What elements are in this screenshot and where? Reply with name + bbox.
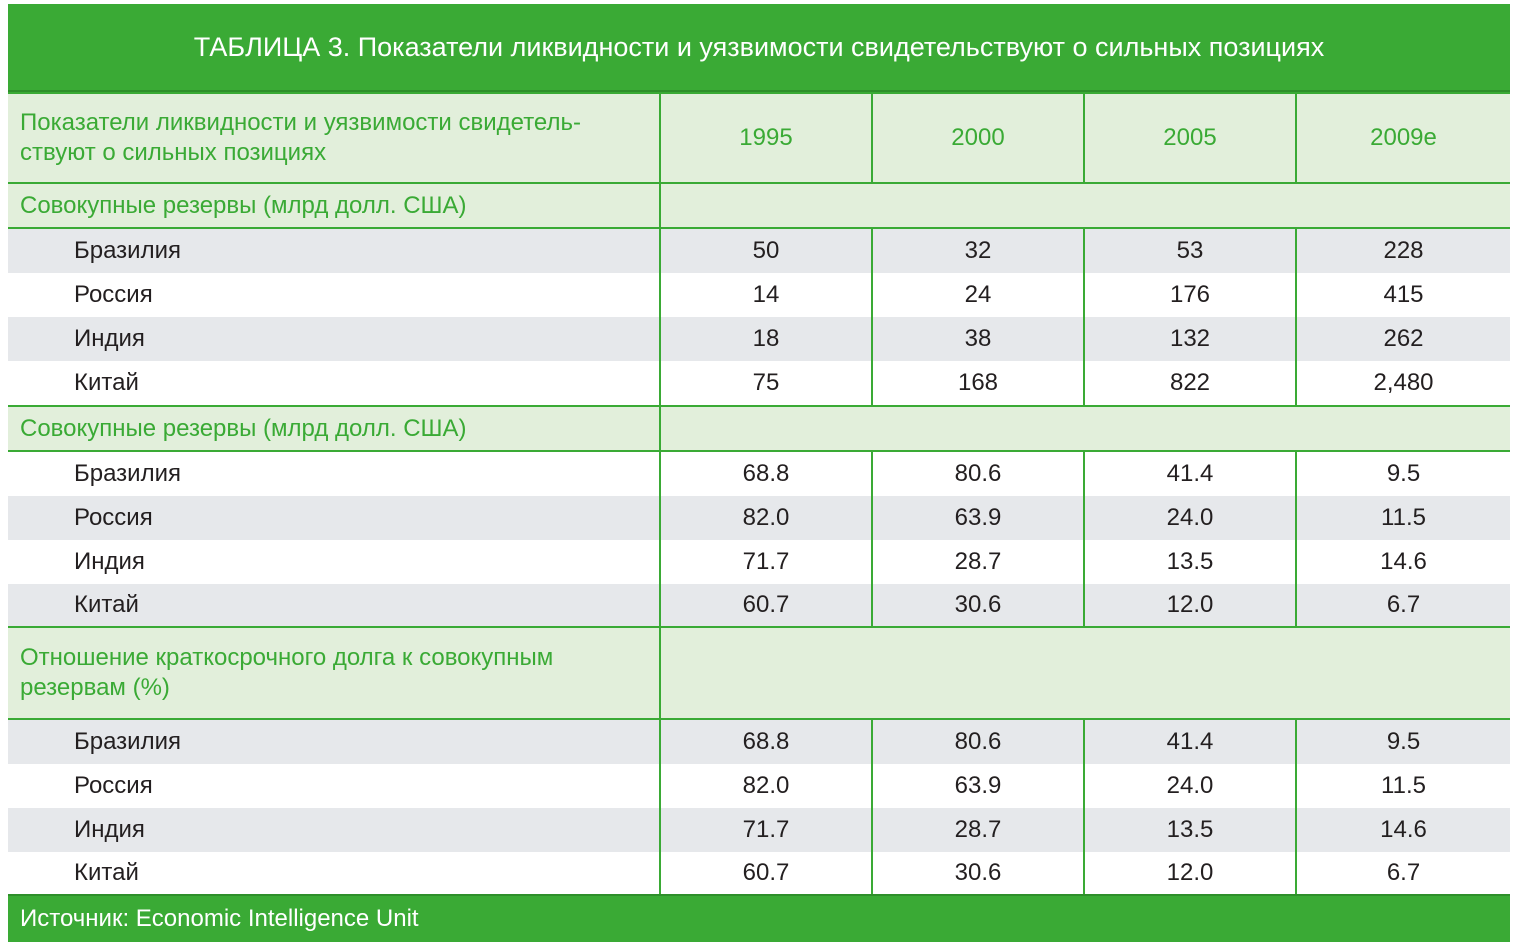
source-footer: Источник: Economic Intelligence Unit [8, 894, 1510, 942]
cell-value: 24 [872, 273, 1084, 317]
cell-value: 41.4 [1084, 451, 1296, 496]
section-label-line1: Отношение краткосрочного долга к совокупным [20, 644, 554, 671]
cell-value: 2,480 [1296, 361, 1510, 406]
cell-value: 68.8 [660, 719, 872, 764]
cell-value: 80.6 [872, 451, 1084, 496]
section-filler [660, 627, 1510, 719]
table-row [8, 361, 1510, 406]
country-name: Индия [74, 548, 145, 575]
table-row [8, 496, 1510, 540]
cell-value: 168 [872, 361, 1084, 406]
section-header-row [8, 406, 1510, 451]
table-title: ТАБЛИЦА 3. Показатели ликвидности и уязвимости свидетельствуют о сильных позициях [8, 4, 1510, 92]
data-table [8, 92, 1510, 894]
header-row [8, 93, 1510, 183]
country-name: Россия [8, 496, 660, 540]
table-row [8, 228, 1510, 273]
cell-value: 11.5 [1296, 764, 1510, 808]
year-header: 2009e [1296, 93, 1510, 183]
cell-value: 24.0 [1084, 496, 1296, 540]
section-header-row [8, 627, 1510, 719]
section-label [8, 627, 660, 719]
table-row [8, 584, 1510, 627]
country-name: Индия [8, 317, 660, 361]
cell-value: 30.6 [872, 852, 1084, 894]
cell-value: 13.5 [1084, 540, 1296, 584]
cell-value: 9.5 [1296, 719, 1510, 764]
cell-value: 75 [660, 361, 872, 406]
cell-value: 11.5 [1296, 496, 1510, 540]
section-label: Совокупные резервы (млрд долл. США) [8, 406, 660, 451]
section-label-line2: резервам (%) [20, 674, 170, 701]
country-name: Бразилия [8, 719, 660, 764]
header-label [8, 93, 660, 183]
table-row [8, 852, 1510, 894]
cell-value: 6.7 [1296, 584, 1510, 627]
cell-value: 14.6 [1296, 808, 1510, 852]
country-name: Россия [74, 772, 153, 799]
cell-value: 71.7 [660, 808, 872, 852]
cell-value: 415 [1296, 273, 1510, 317]
cell-value: 6.7 [1296, 852, 1510, 894]
cell-value: 176 [1084, 273, 1296, 317]
cell-value: 24.0 [1084, 764, 1296, 808]
table-row [8, 540, 1510, 584]
country-name: Китай [74, 369, 139, 396]
liquidity-table-figure [8, 4, 1510, 942]
cell-value: 13.5 [1084, 808, 1296, 852]
country-name: Россия [74, 281, 153, 308]
cell-value: 228 [1296, 228, 1510, 273]
country-name: Индия [8, 808, 660, 852]
cell-value: 132 [1084, 317, 1296, 361]
cell-value: 14 [660, 273, 872, 317]
section-filler [660, 406, 1510, 451]
country-name: Китай [8, 584, 660, 627]
cell-value: 80.6 [872, 719, 1084, 764]
table-row [8, 317, 1510, 361]
cell-value: 68.8 [660, 451, 872, 496]
table-row [8, 273, 1510, 317]
header-label-line2: ствуют о сильных позициях [20, 139, 327, 166]
section-filler [660, 183, 1510, 228]
cell-value: 14.6 [1296, 540, 1510, 584]
cell-value: 60.7 [660, 584, 872, 627]
cell-value: 53 [1084, 228, 1296, 273]
cell-value: 71.7 [660, 540, 872, 584]
country-name: Бразилия [74, 460, 181, 487]
cell-value: 82.0 [660, 764, 872, 808]
cell-value: 18 [660, 317, 872, 361]
cell-value: 262 [1296, 317, 1510, 361]
table-row [8, 764, 1510, 808]
cell-value: 822 [1084, 361, 1296, 406]
year-header: 1995 [660, 93, 872, 183]
cell-value: 50 [660, 228, 872, 273]
cell-value: 82.0 [660, 496, 872, 540]
table-row [8, 719, 1510, 764]
cell-value: 41.4 [1084, 719, 1296, 764]
year-header: 2000 [872, 93, 1084, 183]
year-header: 2005 [1084, 93, 1296, 183]
table-row [8, 451, 1510, 496]
country-name: Китай [74, 859, 139, 886]
cell-value: 9.5 [1296, 451, 1510, 496]
section-header-row [8, 183, 1510, 228]
cell-value: 28.7 [872, 808, 1084, 852]
cell-value: 63.9 [872, 764, 1084, 808]
cell-value: 12.0 [1084, 584, 1296, 627]
cell-value: 38 [872, 317, 1084, 361]
country-name: Бразилия [8, 228, 660, 273]
cell-value: 30.6 [872, 584, 1084, 627]
cell-value: 63.9 [872, 496, 1084, 540]
table-row [8, 808, 1510, 852]
header-label-line1: Показатели ликвидности и уязвимости свидетель- [20, 109, 581, 136]
cell-value: 32 [872, 228, 1084, 273]
cell-value: 12.0 [1084, 852, 1296, 894]
cell-value: 60.7 [660, 852, 872, 894]
cell-value: 28.7 [872, 540, 1084, 584]
section-label: Совокупные резервы (млрд долл. США) [8, 183, 660, 228]
